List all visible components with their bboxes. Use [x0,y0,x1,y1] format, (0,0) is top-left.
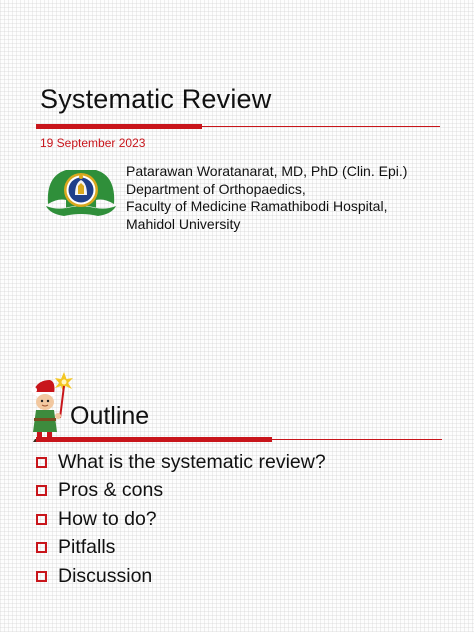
outline-underline-thick [36,437,272,442]
author-university: Mahidol University [126,215,241,232]
list-item-label: What is the systematic review? [58,450,326,473]
list-item [36,562,326,591]
author-block [126,163,407,233]
presentation-date: 19 September 2023 [40,136,146,150]
list-item-label: Pitfalls [58,536,116,559]
list-item-label: Discussion [58,564,153,587]
list-item-label: Pros & cons [58,479,164,502]
list-item [36,477,326,506]
university-seal-icon [44,164,118,222]
title-underline-thin [202,126,440,127]
square-bullet-icon [36,485,47,496]
square-bullet-icon [36,571,47,582]
author-faculty: Faculty of Medicine Ramathibodi Hospital, [126,198,388,214]
square-bullet-icon [36,514,47,525]
list-item [36,448,326,477]
list-item-label: How to do? [58,507,157,530]
square-bullet-icon [36,457,47,468]
outline-list [36,448,326,591]
author-department: Department of Orthopaedics, [126,180,306,197]
list-item [36,534,326,563]
square-bullet-icon [36,542,47,553]
title-underline-thick [36,124,202,129]
author-name: Patarawan Woratanarat, MD, PhD (Clin. Epi.) [126,163,408,179]
list-item [36,505,326,534]
outline-underline-thin [272,439,442,440]
slide-title: Systematic Review [40,84,272,114]
outline-title: Outline [70,402,150,430]
